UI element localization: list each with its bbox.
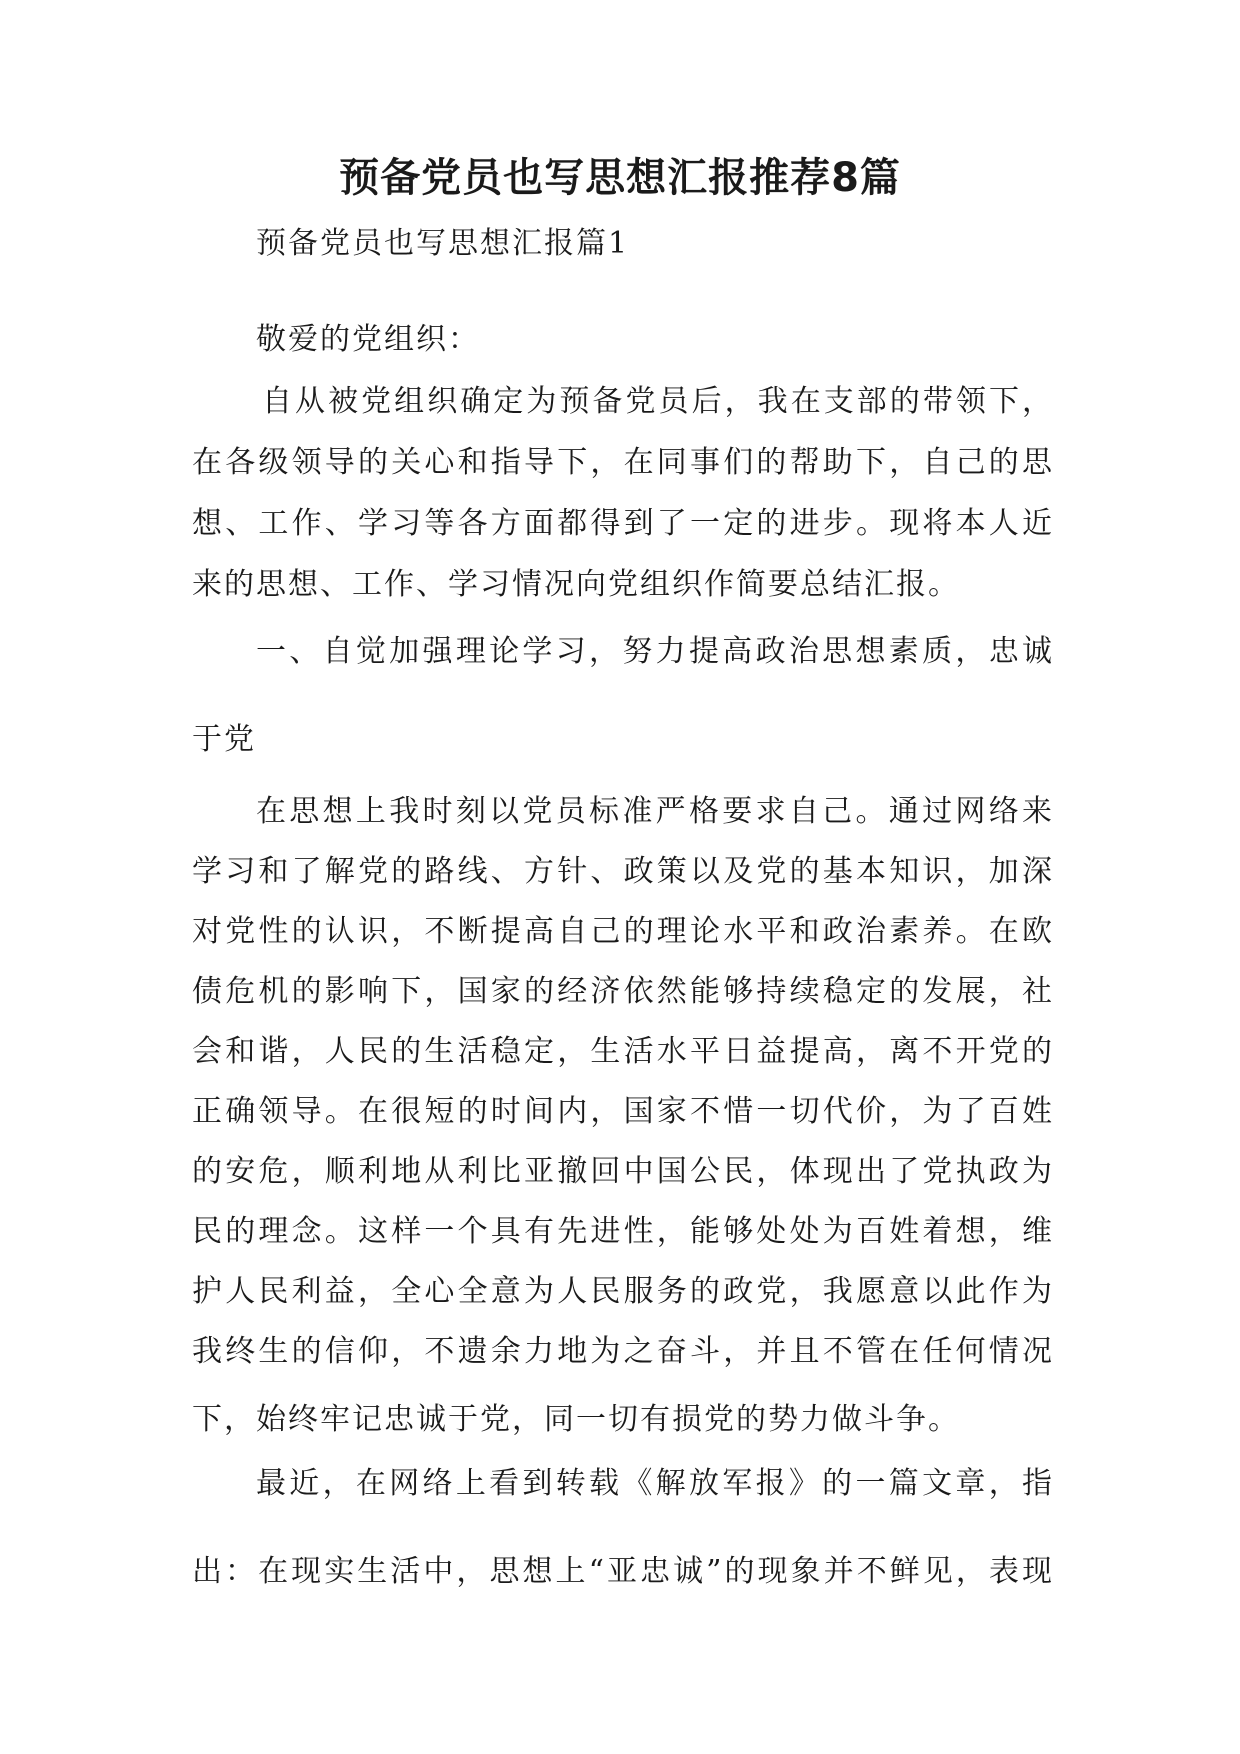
paragraph-line: 下，始终牢记忠诚于党，同一切有损党的势力做斗争。 xyxy=(192,1402,960,1437)
paragraph-line: 在各级领导的关心和指导下，在同事们的帮助下，自己的思 xyxy=(192,445,1054,480)
paragraph-line: 一、自觉加强理论学习，努力提高政治思想素质，忠诚 xyxy=(256,634,1054,669)
paragraph-line: 在思想上我时刻以党员标准严格要求自己。通过网络来 xyxy=(256,794,1054,829)
paragraph-line: 债危机的影响下，国家的经济依然能够持续稳定的发展，社 xyxy=(192,974,1054,1009)
paragraph-line: 想、工作、学习等各方面都得到了一定的进步。现将本人近 xyxy=(192,506,1054,541)
paragraph-line: 来的思想、工作、学习情况向党组织作简要总结汇报。 xyxy=(192,567,960,602)
paragraph-line: 对党性的认识，不断提高自己的理论水平和政治素养。在欧 xyxy=(192,914,1054,949)
paragraph-line: 自从被党组织确定为预备党员后，我在支部的带领下， xyxy=(262,384,1054,419)
paragraph-line: 最近，在网络上看到转载《解放军报》的一篇文章，指 xyxy=(256,1466,1054,1501)
document-title: 预备党员也写思想汇报推荐8篇 xyxy=(339,155,901,201)
paragraph-line: 护人民利益，全心全意为人民服务的政党，我愿意以此作为 xyxy=(192,1274,1054,1309)
paragraph-line: 出：在现实生活中，思想上“亚忠诚”的现象并不鲜见，表现 xyxy=(192,1554,1054,1589)
salutation: 敬爱的党组织： xyxy=(256,322,480,357)
paragraph-line: 民的理念。这样一个具有先进性，能够处处为百姓着想，维 xyxy=(192,1214,1054,1249)
paragraph-line: 我终生的信仰，不遗余力地为之奋斗，并且不管在任何情况 xyxy=(192,1334,1054,1369)
paragraph-line: 学习和了解党的路线、方针、政策以及党的基本知识，加深 xyxy=(192,854,1054,889)
paragraph-line: 于党 xyxy=(192,722,256,757)
paragraph-line: 的安危，顺利地从利比亚撤回中国公民，体现出了党执政为 xyxy=(192,1154,1054,1189)
paragraph-line: 正确领导。在很短的时间内，国家不惜一切代价，为了百姓 xyxy=(192,1094,1054,1129)
paragraph-line: 会和谐，人民的生活稳定，生活水平日益提高，离不开党的 xyxy=(192,1034,1054,1069)
section-subtitle: 预备党员也写思想汇报篇1 xyxy=(256,226,630,261)
